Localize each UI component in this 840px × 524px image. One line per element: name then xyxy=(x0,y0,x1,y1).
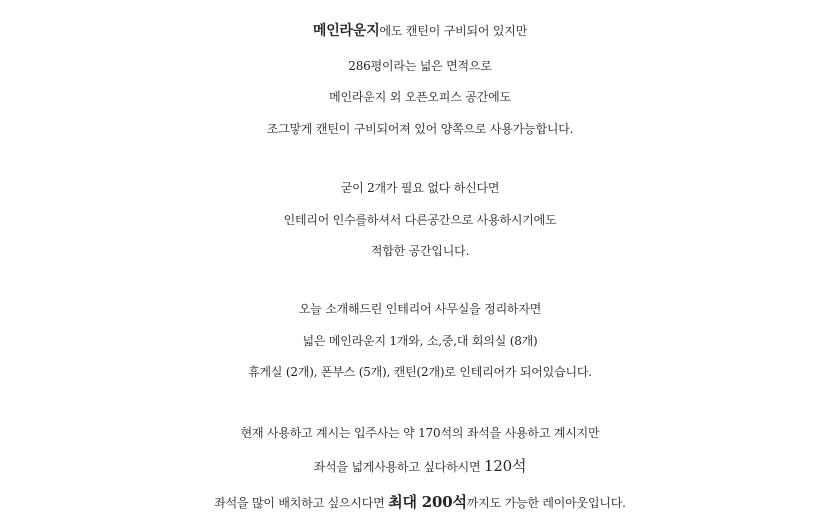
text-span: 에도 캔틴이 구비되어 있지만 xyxy=(379,24,528,38)
text-span: 메인라운지 외 오픈오피스 공간에도 xyxy=(329,90,511,104)
text-span: 좌석을 넓게사용하고 싶다하시면 xyxy=(313,460,484,474)
text-span: 286평이라는 넓은 면적으로 xyxy=(348,59,492,73)
text-span: 굳이 2개가 필요 없다 하신다면 xyxy=(340,181,500,195)
text-line xyxy=(0,494,840,511)
text-line xyxy=(0,425,840,441)
text-line xyxy=(0,458,840,475)
text-span-emphasis: 최대 200석 xyxy=(388,493,467,511)
text-line xyxy=(0,243,840,259)
text-span: 휴게실 (2개), 폰부스 (5개), 캔틴(2개)로 인테리어가 되어있습니다. xyxy=(248,365,592,379)
text-line xyxy=(0,121,840,137)
text-span-emphasis: 120석 xyxy=(484,457,527,475)
text-line xyxy=(0,364,840,380)
text-line xyxy=(0,89,840,105)
text-span: 적합한 공간입니다. xyxy=(370,244,470,258)
text-span: 넓은 메인라운지 1개와, 소,중,대 회의실 (8개) xyxy=(302,334,538,348)
text-line xyxy=(0,301,840,317)
text-line xyxy=(0,23,840,39)
text-line xyxy=(0,180,840,196)
text-span: 오늘 소개해드린 인테리어 사무실을 정리하자면 xyxy=(298,302,542,316)
text-span: 조그맣게 캔틴이 구비되어져 있어 양쪽으로 사용가능합니다. xyxy=(266,122,574,136)
text-line xyxy=(0,212,840,228)
text-span: 인테리어 인수를하셔서 다른공간으로 사용하시기에도 xyxy=(283,213,557,227)
text-line xyxy=(0,58,840,74)
text-span: 좌석을 많이 배치하고 싶으시다면 xyxy=(214,496,389,510)
text-span: 현재 사용하고 계시는 입주사는 약 170석의 좌석을 사용하고 계시지만 xyxy=(240,426,600,440)
text-span-emphasis: 메인라운지 xyxy=(312,23,380,39)
text-span: 까지도 가능한 레이아웃입니다. xyxy=(466,496,626,510)
text-line xyxy=(0,333,840,349)
